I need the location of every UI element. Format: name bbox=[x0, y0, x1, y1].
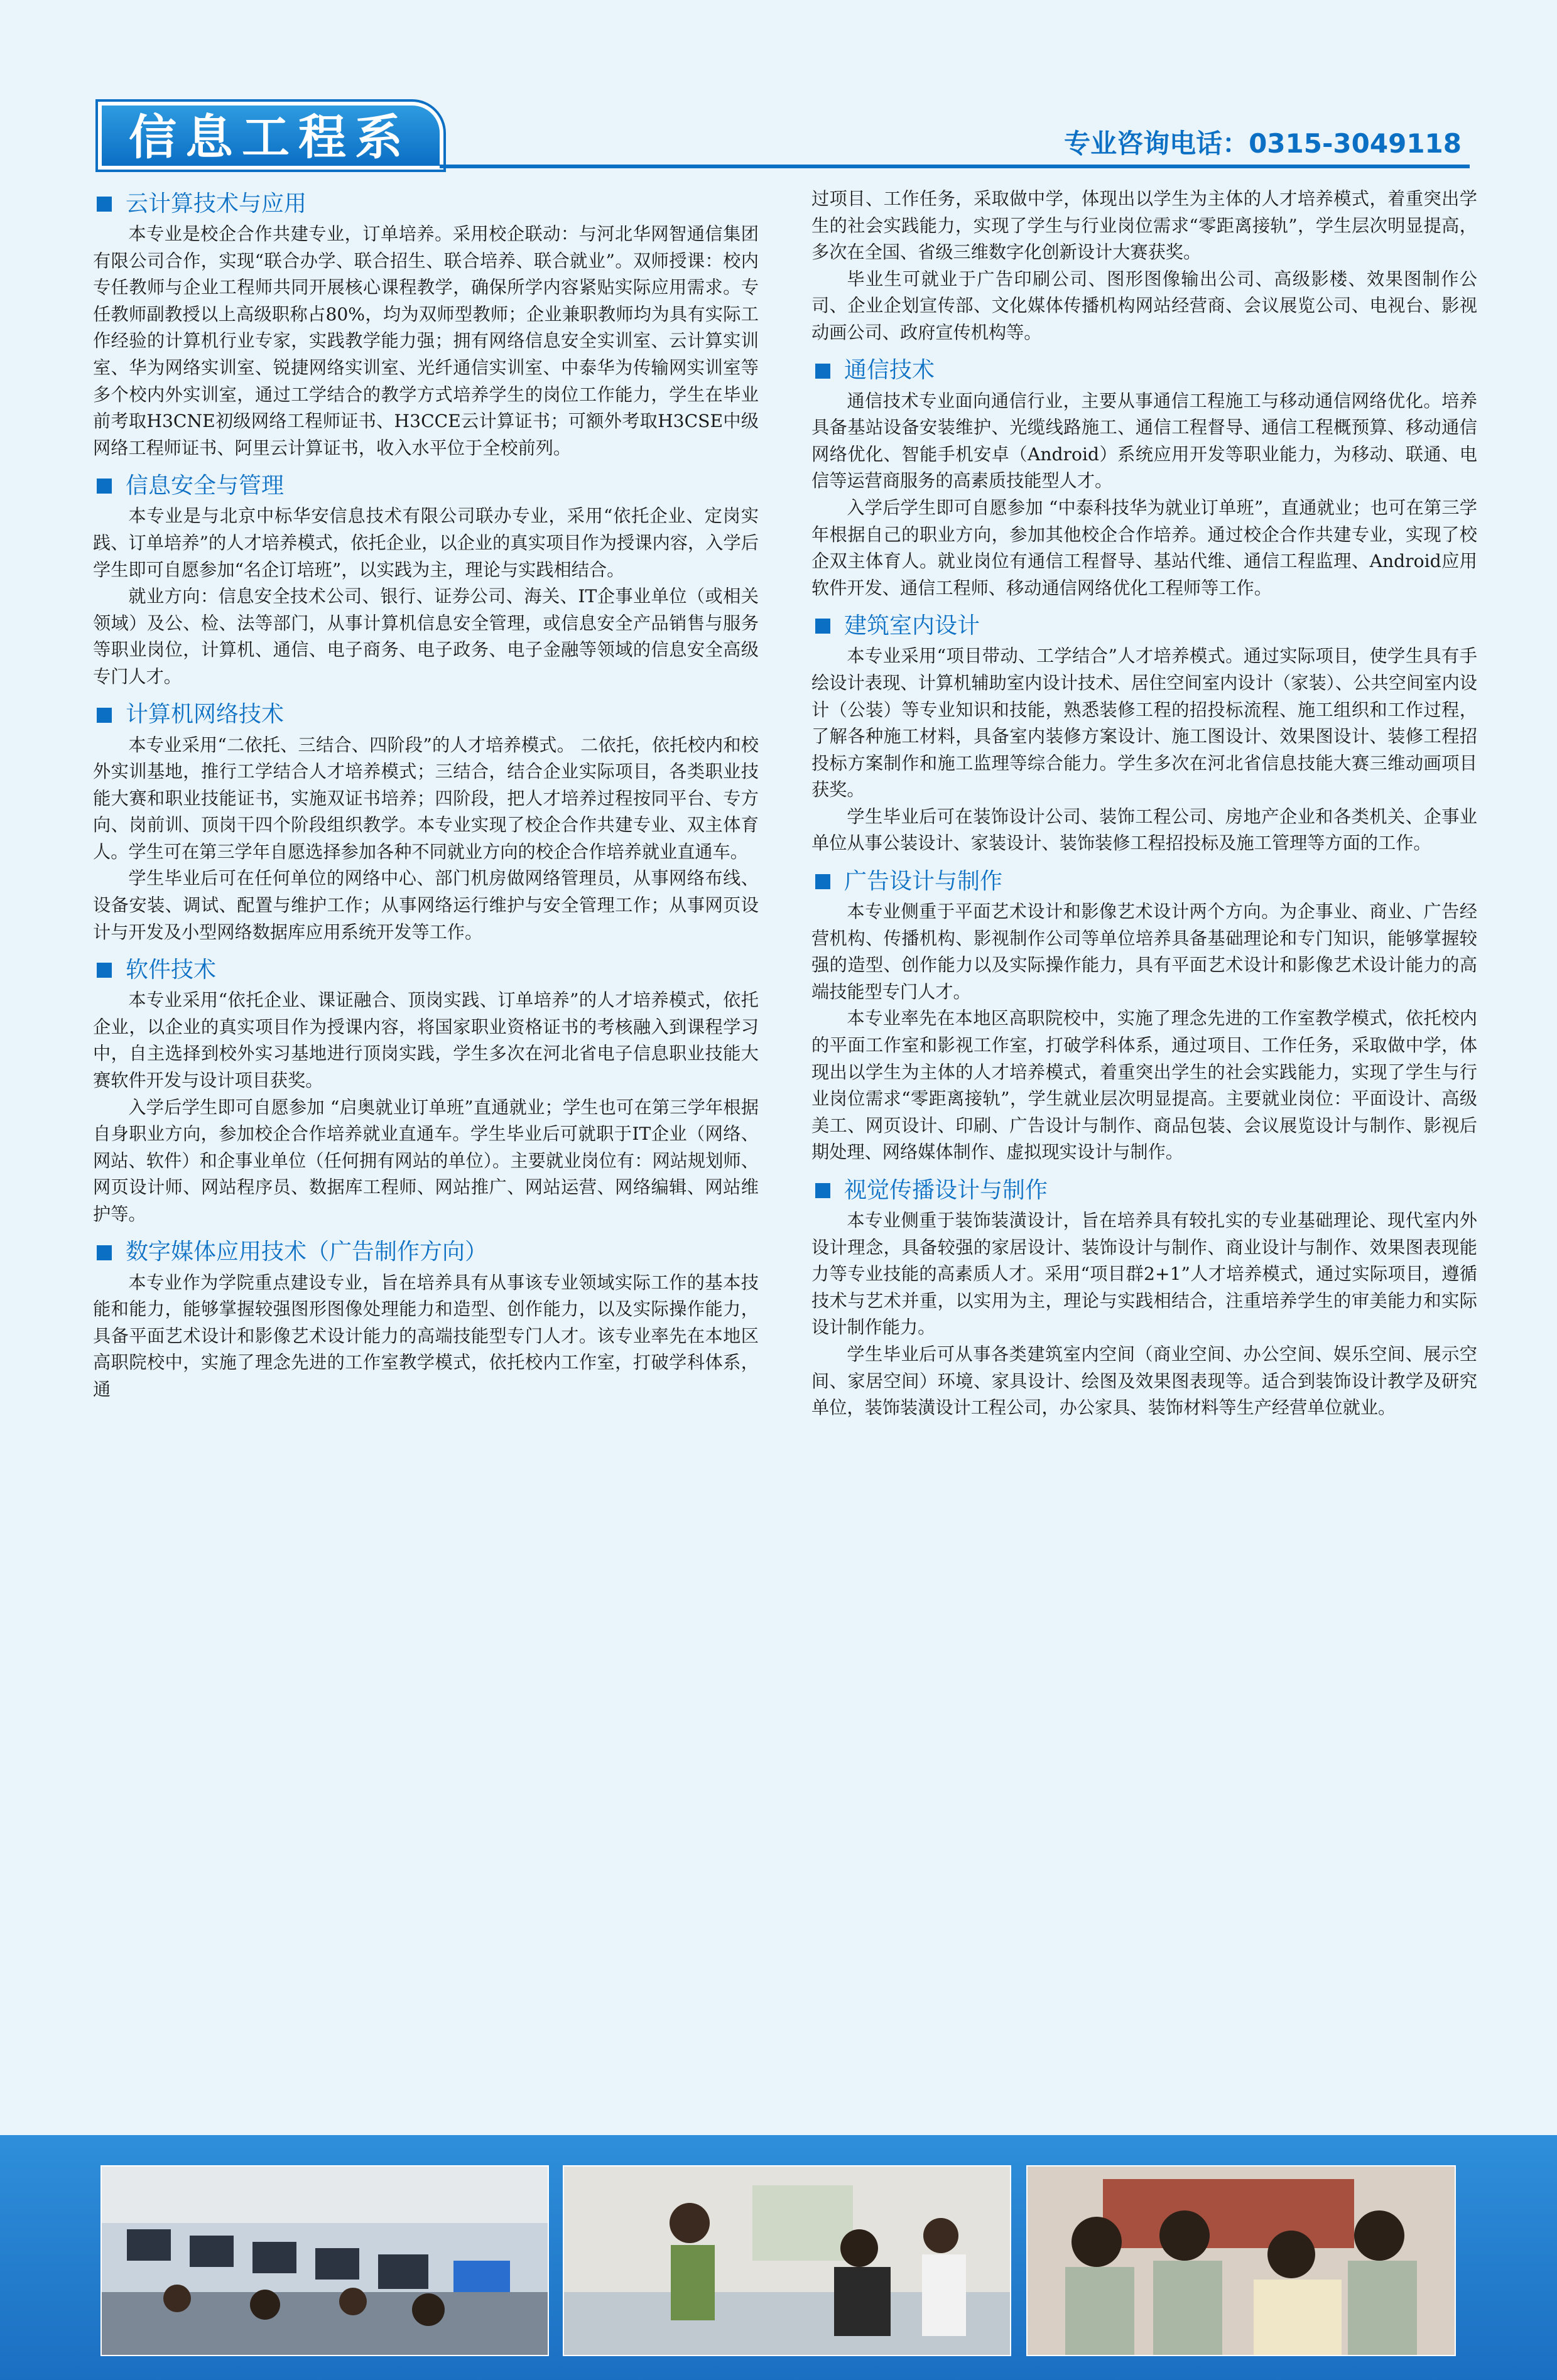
left-column bbox=[93, 188, 759, 1412]
section bbox=[93, 1237, 759, 1404]
section-heading-text: 通信技术 bbox=[844, 357, 935, 384]
section-heading bbox=[811, 866, 1477, 897]
consult-phone: 专业咨询电话：0315-3049118 bbox=[1064, 128, 1462, 159]
right-column bbox=[811, 186, 1477, 1431]
square-bullet-icon bbox=[97, 1245, 112, 1260]
section-heading bbox=[93, 1237, 759, 1268]
section-paragraph: 学生毕业后可从事各类建筑室内空间（商业空间、办公空间、娱乐空间、展示空间、家居空间）环境、家具设计、绘图及效果图表现等。适合到装饰设计教学及研究单位，装饰装潢设计工程公司，办公家具、装饰材料等生产经营单位就业。 bbox=[811, 1343, 1477, 1419]
section-heading-text: 信息安全与管理 bbox=[126, 473, 285, 499]
square-bullet-icon bbox=[97, 963, 112, 978]
section-paragraph: 学生毕业后可在任何单位的网络中心、部门机房做网络管理员，从事网络布线、设备安装、调试、配置与维护工作；从事网络运行维护与安全管理工作；从事网页设计与开发及小型网络数据库应用系统开发等工作。 bbox=[93, 868, 759, 943]
section-heading bbox=[93, 188, 759, 220]
header-rule bbox=[440, 165, 1470, 168]
section bbox=[811, 866, 1477, 1166]
section-paragraph: 本专业是与北京中标华安信息技术有限公司联办专业，采用“依托企业、定岗实践、订单培养”的人才培养模式，依托企业，以企业的真实项目作为授课内容，入学后学生即可自愿参加“名企订培班”，以实践为主，理论与实践相结合。 bbox=[93, 506, 759, 580]
section-paragraph: 本专业是校企合作共建专业，订单培养。采用校企联动：与河北华网智通信集团有限公司合作，实现“联合办学、联合招生、联合培养、联合就业”。双师授课：校内专任教师与企业工程师共同开展核心课程教学，确保所学内容紧贴实际应用需求。专任教师副教授以上高级职称占80%，均为双师型教师；企业兼职教师均为具有实际工作经验的计算机行业专家，实践教学能力强；拥有网络信息安全实训室、云计算实训室、华为网络实训室、锐捷网络实训室、光纤通信实训室、中泰华为传输网实训室等多个校内外实训室，通过工学结合的教学方式培养学生的岗位工作能力，学生在毕业前考取H3CNE初级网络工程师证书、H3CCE云计算证书；可额外考取H3CSE中级网络工程师证书、阿里云计算证书，收入水平位于全校前列。 bbox=[93, 224, 759, 458]
section-paragraph: 本专业率先在本地区高职院校中，实施了理念先进的工作室教学模式，依托校内的平面工作室和影视工作室，打破学科体系，通过项目、工作任务，采取做中学，体现出以学生为主体的人才培养模式，着重突出学生的社会实践能力，实现了学生与行业岗位需求“零距离接轨”，学生就业层次明显提高。主要就业岗位：平面设计、高级美工、网页设计、印刷、广告设计与制作、商品包装、会议展览设计与制作、影视后期处理、网络媒体制作、虚拟现实设计与制作。 bbox=[811, 1008, 1477, 1163]
section-heading-text: 数字媒体应用技术（广告制作方向） bbox=[126, 1239, 488, 1265]
section bbox=[93, 955, 759, 1228]
section-paragraph: 本专业侧重于装饰装潢设计，旨在培养具有较扎实的专业基础理论、现代室内外设计理念，具备较强的家居设计、装饰设计与制作、商业设计与制作、效果图表现能力等专业技能的高素质人才。采用“项目群2+1”人才培养模式，通过实际项目，遵循技术与艺术并重，以实用为主，理论与实践相结合，注重培养学生的审美能力和实际设计制作能力。 bbox=[811, 1210, 1477, 1338]
section-heading bbox=[93, 955, 759, 986]
section bbox=[93, 470, 759, 690]
section-heading-text: 建筑室内设计 bbox=[844, 613, 980, 639]
square-bullet-icon bbox=[815, 619, 830, 634]
square-bullet-icon bbox=[97, 197, 112, 212]
page-title: 信息工程系 bbox=[129, 109, 411, 165]
section-heading-text: 计算机网络技术 bbox=[126, 701, 285, 728]
section-paragraph: 学生毕业后可在装饰设计公司、装饰工程公司、房地产企业和各类机关、企事业单位从事公装设计、家装设计、装饰装修工程招投标及施工管理等方面的工作。 bbox=[811, 806, 1477, 854]
section-paragraph: 就业方向：信息安全技术公司、银行、证券公司、海关、IT企事业单位（或相关领域）及公、检、法等部门，从事计算机信息安全管理，或信息安全产品销售与服务等职业岗位，计算机、通信、电子商务、电子政务、电子金融等领域的信息安全高级专门人才。 bbox=[93, 586, 759, 687]
section-heading-text: 云计算技术与应用 bbox=[126, 190, 307, 217]
section-heading bbox=[93, 470, 759, 502]
section-heading-text: 软件技术 bbox=[126, 956, 217, 983]
section-heading-text: 广告设计与制作 bbox=[844, 868, 1003, 894]
square-bullet-icon bbox=[815, 874, 830, 889]
section-paragraph: 过项目、工作任务，采取做中学，体现出以学生为主体的人才培养模式，着重突出学生的社会实践能力，实现了学生与行业岗位需求“零距离接轨”，学生层次明显提高，多次在全国、省级三维数字化创新设计大赛获奖。 bbox=[811, 188, 1477, 263]
section-heading-text: 视觉传播设计与制作 bbox=[844, 1177, 1048, 1203]
section-paragraph: 毕业生可就业于广告印刷公司、图形图像输出公司、高级影楼、效果图制作公司、企业企划宣传部、文化媒体传播机构网站经营商、会议展览公司、电视台、影视动画公司、政府宣传机构等。 bbox=[811, 268, 1477, 343]
section bbox=[811, 186, 1477, 347]
section-paragraph: 本专业采用“二依托、三结合、四阶段”的人才培养模式。 二依托，依托校内和校外实训基地，推行工学结合人才培养模式；三结合，结合企业实际项目，各类职业技能大赛和职业技能证书，实施双证书培养；四阶段，把人才培养过程按同平台、专方向、岗前训、顶岗干四个阶段组织教学。本专业实现了校企合作共建专业、双主体育人。学生可在第三学年自愿选择参加各种不同就业方向的校企合作培养就业直通车。 bbox=[93, 734, 759, 862]
section bbox=[93, 188, 759, 462]
square-bullet-icon bbox=[97, 479, 112, 494]
square-bullet-icon bbox=[815, 1183, 830, 1198]
section-heading bbox=[811, 355, 1477, 387]
section-paragraph: 本专业采用“项目带动、工学结合”人才培养模式。通过实际项目，使学生具有手绘设计表现、计算机辅助室内设计技术、居住空间室内设计（家装）、公共空间室内设计（公装）等专业知识和技能，熟悉装修工程的招投标流程、施工组织和工作过程，了解各种施工材料，具备室内装修方案设计、施工图设计、效果图设计、装修工程招投标方案制作和施工监理等综合能力。学生多次在河北省信息技能大赛三维动画项目获奖。 bbox=[811, 646, 1477, 801]
section-heading bbox=[811, 1175, 1477, 1206]
section bbox=[93, 700, 759, 946]
square-bullet-icon bbox=[97, 708, 112, 723]
section-heading bbox=[93, 700, 759, 731]
section-paragraph: 本专业作为学院重点建设专业，旨在培养具有从事该专业领域实际工作的基本技能和能力，能够掌握较强图形图像处理能力和造型、创作能力，以及实际操作能力，具备平面艺术设计和影像艺术设计能力的高端技能型专门人才。该专业率先在本地区高职院校中，实施了理念先进的工作室教学模式，依托校内工作室，打破学科体系，通 bbox=[93, 1272, 759, 1400]
section-paragraph: 本专业侧重于平面艺术设计和影像艺术设计两个方向。为企事业、商业、广告经营机构、传播机构、影视制作公司等单位培养具备基础理论和专门知识，能够掌握较强的造型、创作能力以及实际操作能力，具有平面艺术设计和影像艺术设计能力的高端技能型专门人才。 bbox=[811, 901, 1477, 1002]
section bbox=[811, 355, 1477, 602]
section bbox=[811, 1175, 1477, 1422]
section-paragraph: 入学后学生即可自愿参加 “启奥就业订单班”直通就业；学生也可在第三学年根据自身职业方向，参加校企合作培养就业直通车。学生毕业后可就职于IT企业（网络、网站、软件）和企事业单位（任何拥有网站的单位）。主要就业岗位有：网站规划师、网页设计师、网站程序员、数据库工程师、网站推广、网站运营、网络编辑、网站维护等。 bbox=[93, 1096, 759, 1225]
workshop-photo bbox=[563, 2165, 1011, 2356]
square-bullet-icon bbox=[815, 364, 830, 379]
section bbox=[811, 610, 1477, 857]
section-paragraph: 入学后学生即可自愿参加 “中泰科技华为就业订单班”，直通就业；也可在第三学年根据自己的职业方向，参加其他校企合作培养。通过校企合作共建专业，实现了校企双主体育人。就业岗位有通信工程督导、基站代维、通信工程监理、Android应用软件开发、通信工程师、移动通信网络优化工程师等工作。 bbox=[811, 497, 1477, 598]
section-heading bbox=[811, 610, 1477, 642]
certificate-photo bbox=[1026, 2165, 1456, 2356]
section-paragraph: 通信技术专业面向通信行业，主要从事通信工程施工与移动通信网络优化。培养具备基站设备安装维护、光缆线路施工、通信工程督导、通信工程概预算、移动通信网络优化、智能手机安卓（Android）系统应用开发等职业能力，为移动、联通、电信等运营商服务的高素质技能型人才。 bbox=[811, 390, 1477, 492]
section-paragraph: 本专业采用“依托企业、课证融合、顶岗实践、订单培养”的人才培养模式，依托企业，以企业的真实项目作为授课内容，将国家职业资格证书的考核融入到课程学习中，自主选择到校外实习基地进行顶岗实践，学生多次在河北省电子信息职业技能大赛软件开发与设计项目获奖。 bbox=[93, 990, 759, 1091]
computer-lab-photo bbox=[100, 2165, 549, 2356]
